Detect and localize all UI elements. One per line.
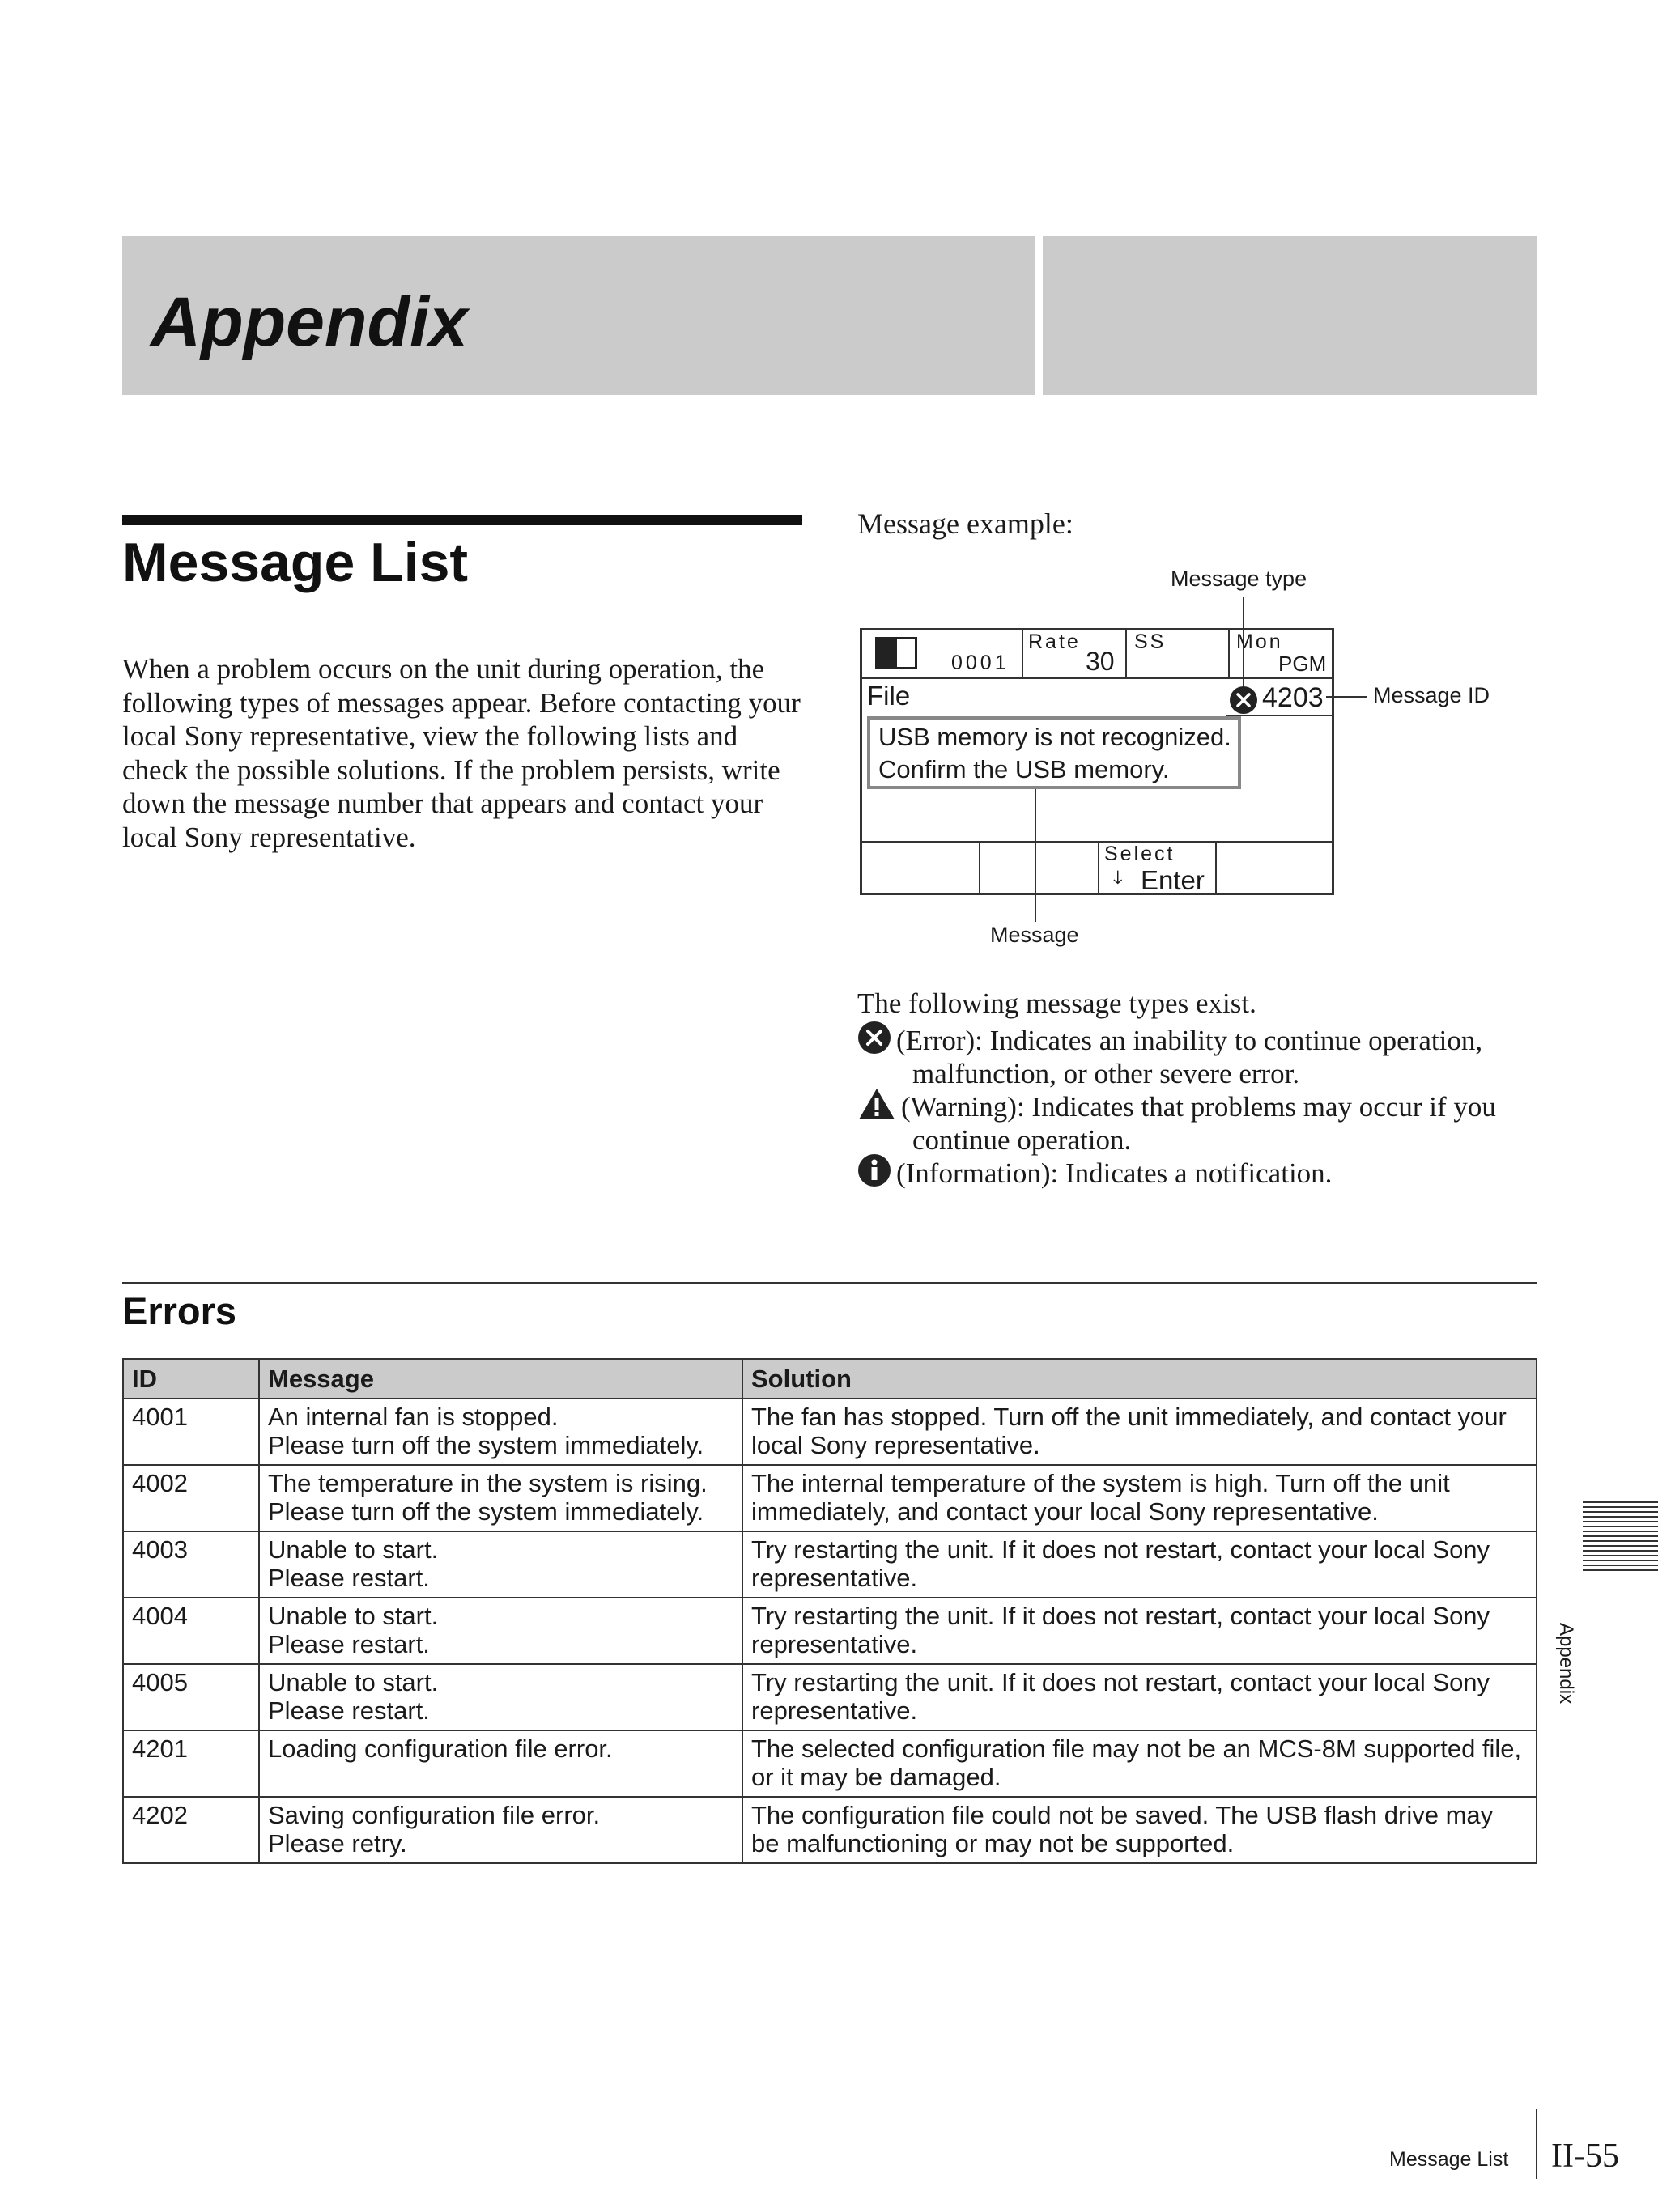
lcd-panel — [860, 628, 1334, 895]
lcd-message-id: 4203 — [1262, 682, 1324, 713]
cell-message — [259, 1797, 742, 1863]
error-icon — [857, 1021, 891, 1055]
cell-message — [259, 1399, 742, 1465]
cell-solution: Try restarting the unit. If it does not restart, contact your local Sony representative. — [742, 1531, 1537, 1598]
section-title: Message List — [122, 532, 469, 593]
cell-solution: Try restarting the unit. If it does not restart, contact your local Sony representative. — [742, 1664, 1537, 1730]
lcd-enter-label: Enter — [1141, 865, 1205, 895]
lcd-message-line2: Confirm the USB memory. — [878, 755, 1170, 783]
cell-solution: The configuration file could not be saved. The USB flash drive may be malfunctioning or may not be supported. — [742, 1797, 1537, 1863]
message-line: The temperature in the system is rising. — [268, 1469, 708, 1497]
callout-message-type: Message type — [1171, 567, 1307, 591]
section-rule — [122, 515, 802, 525]
lcd-col-divider — [1215, 841, 1217, 893]
type-warning-text-cont: continue operation. — [912, 1124, 1132, 1156]
lcd-message-box — [867, 716, 1241, 789]
message-line: Please retry. — [268, 1829, 407, 1857]
message-line: Please restart. — [268, 1564, 430, 1592]
type-error-text: (Error): Indicates an inability to continue operation, — [896, 1025, 1483, 1056]
cell-solution: The selected configuration file may not be an MCS-8M supported file, or it may be damaged. — [742, 1730, 1537, 1797]
types-intro: The following message types exist. — [857, 987, 1256, 1019]
table-row — [123, 1730, 1537, 1797]
cell-id: 4005 — [123, 1664, 259, 1730]
lcd-mon-label: Mon — [1236, 630, 1283, 653]
intro-paragraph: When a problem occurs on the unit during operation, the following types of messages appear. Before contacting your local Sony representative, view the following lists and check the possible solutions. If the problem persists, write down the message number that appears and contact your local Sony representative. — [122, 653, 801, 853]
errors-title: Errors — [122, 1289, 237, 1332]
lcd-ss-label: SS — [1134, 630, 1167, 653]
message-line: Please turn off the system immediately. — [268, 1497, 704, 1526]
lcd-rate-value: 30 — [1086, 647, 1115, 676]
errors-table — [122, 1358, 1537, 1864]
lcd-rate-label: Rate — [1028, 630, 1081, 653]
info-icon — [857, 1153, 891, 1187]
table-row — [123, 1399, 1537, 1465]
cell-message — [259, 1465, 742, 1531]
warning-icon — [857, 1087, 896, 1121]
lcd-select-label: Select — [1104, 843, 1175, 865]
side-tab-marker — [1583, 1501, 1658, 1574]
message-line: An internal fan is stopped. — [268, 1403, 559, 1431]
cell-message — [259, 1531, 742, 1598]
chapter-band-right — [1043, 236, 1537, 395]
type-error-text-cont: malfunction, or other severe error. — [912, 1058, 1300, 1089]
lcd-row-divider — [862, 677, 1332, 679]
error-icon — [1228, 685, 1259, 715]
header-id: ID — [123, 1359, 259, 1399]
cell-solution: The internal temperature of the system is high. Turn off the unit immediately, and contact your local Sony representative. — [742, 1465, 1537, 1531]
table-row — [123, 1664, 1537, 1730]
footer-section-name: Message List — [1389, 2148, 1509, 2171]
message-line: Please turn off the system immediately. — [268, 1431, 704, 1459]
cell-id: 4001 — [123, 1399, 259, 1465]
header-message: Message — [259, 1359, 742, 1399]
cell-id: 4004 — [123, 1598, 259, 1664]
lcd-col-divider — [1228, 630, 1230, 677]
message-line: Unable to start. — [268, 1535, 439, 1564]
callout-message-id: Message ID — [1373, 683, 1490, 707]
message-line: Please restart. — [268, 1696, 430, 1725]
cell-message — [259, 1598, 742, 1664]
cell-message — [259, 1664, 742, 1730]
type-row-error — [857, 1021, 1537, 1090]
footer-rule — [1536, 2109, 1537, 2179]
type-row-warning — [857, 1087, 1537, 1157]
message-line: Unable to start. — [268, 1602, 439, 1630]
lcd-col-divider — [1022, 630, 1023, 677]
cell-id: 4003 — [123, 1531, 259, 1598]
callout-message: Message — [990, 923, 1079, 947]
lcd-mon-value: PGM — [1278, 652, 1327, 676]
message-line: Unable to start. — [268, 1668, 439, 1696]
errors-rule — [122, 1282, 1537, 1284]
example-label: Message example: — [857, 507, 1073, 540]
lcd-meter-icon — [875, 637, 917, 669]
table-row — [123, 1797, 1537, 1863]
page-number: II-55 — [1551, 2138, 1619, 2175]
table-row — [123, 1465, 1537, 1531]
side-tab-label: Appendix — [1555, 1623, 1577, 1705]
chapter-title: Appendix — [151, 283, 468, 361]
cell-id: 4201 — [123, 1730, 259, 1797]
type-info-text: (Information): Indicates a notification. — [896, 1157, 1333, 1189]
lcd-id-underline — [1226, 715, 1332, 716]
table-row — [123, 1598, 1537, 1664]
cell-id: 4202 — [123, 1797, 259, 1863]
table-row — [123, 1531, 1537, 1598]
lcd-col-divider — [1098, 841, 1099, 893]
cell-message — [259, 1730, 742, 1797]
cell-id: 4002 — [123, 1465, 259, 1531]
table-header-row — [123, 1359, 1537, 1399]
lcd-col-divider — [979, 841, 980, 893]
message-line: Loading configuration file error. — [268, 1734, 613, 1763]
type-warning-text: (Warning): Indicates that problems may occur if you — [901, 1091, 1496, 1123]
type-row-info — [857, 1153, 1537, 1190]
message-line: Please restart. — [268, 1630, 430, 1658]
lcd-file-label: File — [867, 681, 911, 711]
lcd-message-line1: USB memory is not recognized. — [878, 723, 1231, 751]
message-line: Saving configuration file error. — [268, 1801, 601, 1829]
lcd-col-divider — [1125, 630, 1127, 677]
lcd-row-divider — [862, 841, 1332, 843]
lcd-counter: 0001 — [951, 652, 1010, 674]
enter-arrow-icon: ⤓ — [1113, 865, 1123, 889]
cell-solution: The fan has stopped. Turn off the unit immediately, and contact your local Sony representative. — [742, 1399, 1537, 1465]
header-solution: Solution — [742, 1359, 1537, 1399]
cell-solution: Try restarting the unit. If it does not restart, contact your local Sony representative. — [742, 1598, 1537, 1664]
